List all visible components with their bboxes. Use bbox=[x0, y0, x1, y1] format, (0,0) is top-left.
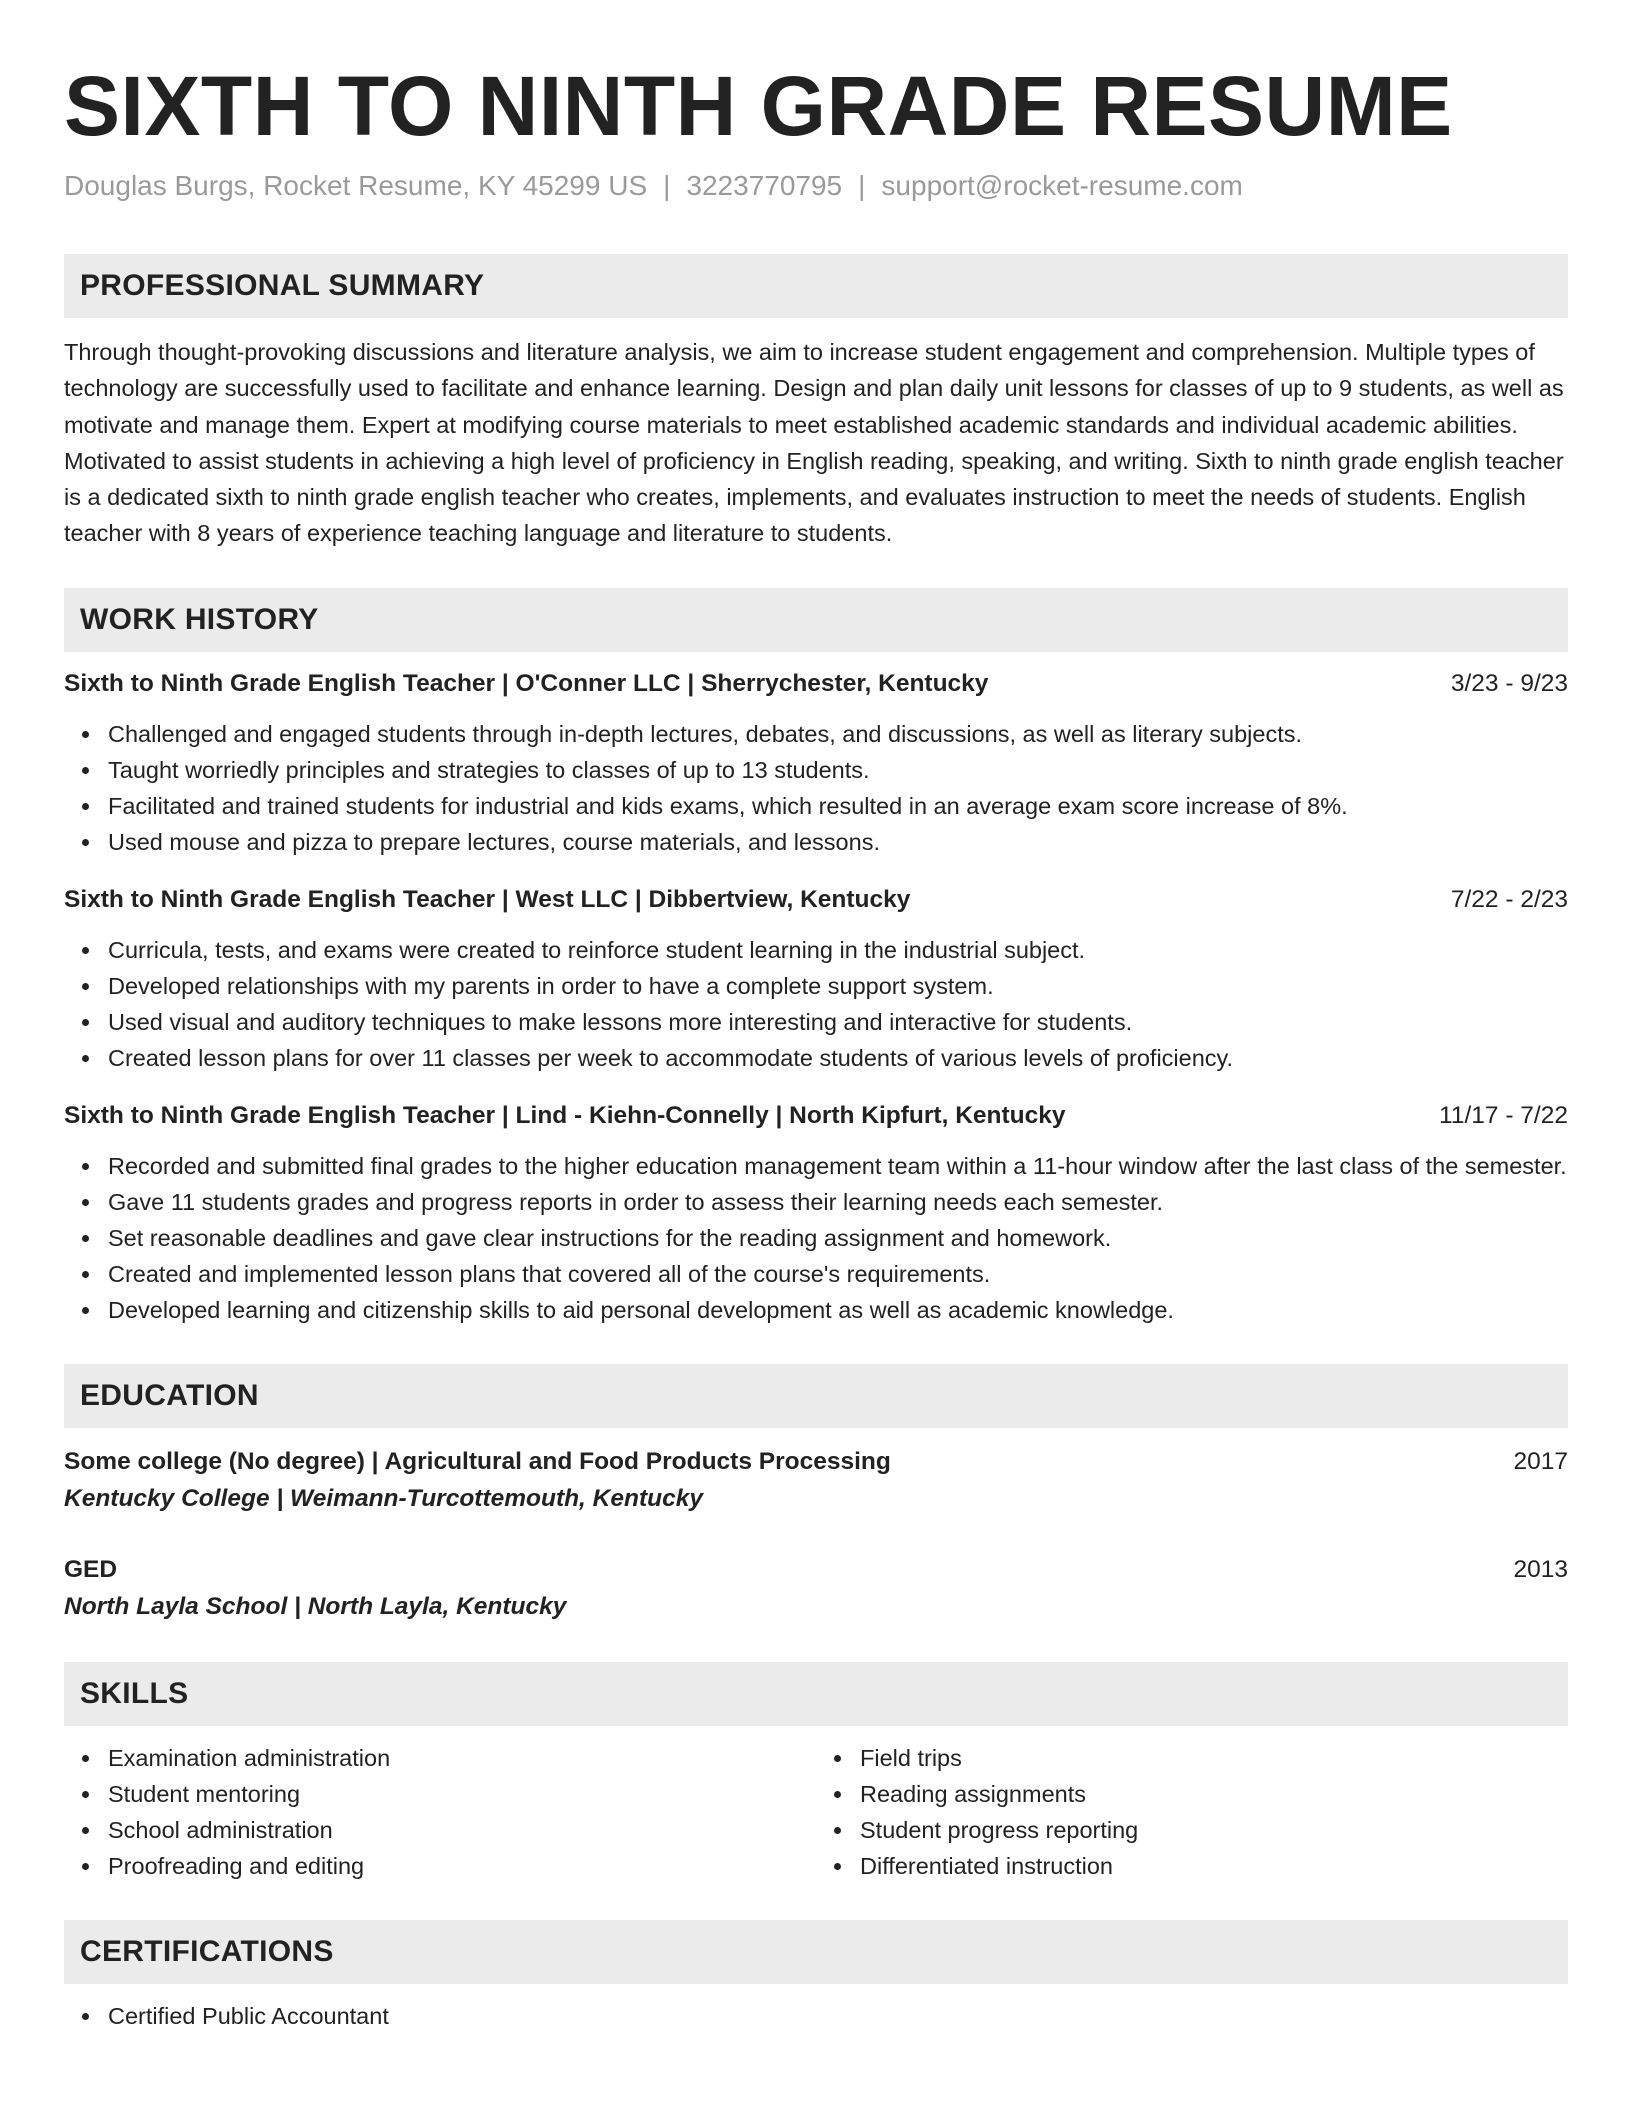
skills-list bbox=[816, 1740, 1568, 1884]
job-bullet: Created lesson plans for over 11 classes per week to accommodate students of various levels of proficiency. bbox=[108, 1040, 1568, 1076]
skill-item: Student progress reporting bbox=[860, 1812, 1568, 1848]
job-title: Sixth to Ninth Grade English Teacher | Lind - Kiehn-Connelly | North Kipfurt, Kentucky bbox=[64, 1101, 1066, 1129]
education-header bbox=[64, 1444, 1568, 1480]
job-title: Sixth to Ninth Grade English Teacher | West LLC | Dibbertview, Kentucky bbox=[64, 885, 911, 913]
job-entry bbox=[64, 1098, 1568, 1328]
job-bullet: Used visual and auditory techniques to make lessons more interesting and interactive for students. bbox=[108, 1004, 1568, 1040]
education-degree: Some college (No degree) | Agricultural and Food Products Processing bbox=[64, 1447, 891, 1475]
education-degree: GED bbox=[64, 1555, 118, 1583]
job-bullet: Gave 11 students grades and progress reports in order to assess their learning needs each semester. bbox=[108, 1184, 1568, 1220]
section-header-education: EDUCATION bbox=[64, 1364, 1568, 1428]
section-header-summary: PROFESSIONAL SUMMARY bbox=[64, 254, 1568, 318]
education-entry bbox=[64, 1552, 1568, 1626]
education-school: Kentucky College | Weimann-Turcottemouth, Kentucky bbox=[64, 1484, 703, 1512]
certification-item: Certified Public Accountant bbox=[108, 1998, 1568, 2034]
contact-separator: | bbox=[858, 170, 866, 201]
job-bullet: Created and implemented lesson plans that covered all of the course's requirements. bbox=[108, 1256, 1568, 1292]
skill-item: Field trips bbox=[860, 1740, 1568, 1776]
skill-item: Differentiated instruction bbox=[860, 1848, 1568, 1884]
contact-info bbox=[64, 168, 1568, 204]
education-year: 2013 bbox=[1513, 1555, 1568, 1583]
job-bullet: Used mouse and pizza to prepare lectures, course materials, and lessons. bbox=[108, 824, 1568, 860]
job-title: Sixth to Ninth Grade English Teacher | O'Conner LLC | Sherrychester, Kentucky bbox=[64, 669, 989, 697]
job-bullets bbox=[64, 716, 1568, 860]
skills-column-right bbox=[816, 1740, 1568, 1884]
job-dates: 11/17 - 7/22 bbox=[1439, 1101, 1568, 1129]
certifications-list bbox=[64, 1998, 1568, 2034]
contact-phone: 3223770795 bbox=[686, 170, 843, 201]
job-bullet: Facilitated and trained students for industrial and kids exams, which resulted in an average exam score increase of 8%. bbox=[108, 788, 1568, 824]
summary-text: Through thought-provoking discussions and literature analysis, we aim to increase student engagement and comprehension. Multiple types of technology are successfully used to facilitate and enhance learning. Design and plan daily unit lessons for classes of up to 9 students, as well as motivate and manage them. Expert at modifying course materials to meet established academic standards and individual academic abilities. Motivated to assist students in achieving a high level of proficiency in English reading, speaking, and writing. Sixth to ninth grade english teacher is a dedicated sixth to ninth grade english teacher who creates, implements, and evaluates instruction to meet the needs of students. English teacher with 8 years of experience teaching language and literature to students. bbox=[64, 339, 1564, 547]
education-entry bbox=[64, 1444, 1568, 1518]
contact-email: support@rocket-resume.com bbox=[881, 170, 1243, 201]
skills-column-left bbox=[64, 1740, 816, 1884]
job-bullet: Developed learning and citizenship skills to aid personal development as well as academic knowledge. bbox=[108, 1292, 1568, 1328]
job-bullet: Developed relationships with my parents in order to have a complete support system. bbox=[108, 968, 1568, 1004]
job-header bbox=[64, 882, 1568, 918]
resume-title: SIXTH TO NINTH GRADE RESUME bbox=[64, 59, 1453, 153]
skill-item: Student mentoring bbox=[108, 1776, 816, 1812]
education-school: North Layla School | North Layla, Kentucky bbox=[64, 1592, 567, 1620]
job-dates: 7/22 - 2/23 bbox=[1450, 885, 1568, 913]
skill-item: Examination administration bbox=[108, 1740, 816, 1776]
section-header-work-history: WORK HISTORY bbox=[64, 588, 1568, 652]
job-bullet: Taught worriedly principles and strategies to classes of up to 13 students. bbox=[108, 752, 1568, 788]
skills-grid bbox=[64, 1740, 1568, 1884]
skill-item: Proofreading and editing bbox=[108, 1848, 816, 1884]
contact-separator: | bbox=[663, 170, 671, 201]
skills-list bbox=[64, 1740, 816, 1884]
job-bullets bbox=[64, 1148, 1568, 1328]
education-header bbox=[64, 1552, 1568, 1588]
job-bullets bbox=[64, 932, 1568, 1076]
section-header-certifications: CERTIFICATIONS bbox=[64, 1920, 1568, 1984]
contact-address: Douglas Burgs, Rocket Resume, KY 45299 US bbox=[64, 170, 648, 201]
job-entry bbox=[64, 882, 1568, 1076]
job-bullet: Recorded and submitted final grades to the higher education management team within a 11-hour window after the last class of the semester. bbox=[108, 1148, 1568, 1184]
job-entry bbox=[64, 666, 1568, 860]
job-bullet: Set reasonable deadlines and gave clear instructions for the reading assignment and homework. bbox=[108, 1220, 1568, 1256]
job-header bbox=[64, 1098, 1568, 1134]
education-year: 2017 bbox=[1513, 1447, 1568, 1475]
section-header-skills: SKILLS bbox=[64, 1662, 1568, 1726]
job-header bbox=[64, 666, 1568, 702]
job-bullet: Challenged and engaged students through in-depth lectures, debates, and discussions, as well as literary subjects. bbox=[108, 716, 1568, 752]
skill-item: Reading assignments bbox=[860, 1776, 1568, 1812]
skill-item: School administration bbox=[108, 1812, 816, 1848]
job-bullet: Curricula, tests, and exams were created to reinforce student learning in the industrial subject. bbox=[108, 932, 1568, 968]
job-dates: 3/23 - 9/23 bbox=[1450, 669, 1568, 697]
